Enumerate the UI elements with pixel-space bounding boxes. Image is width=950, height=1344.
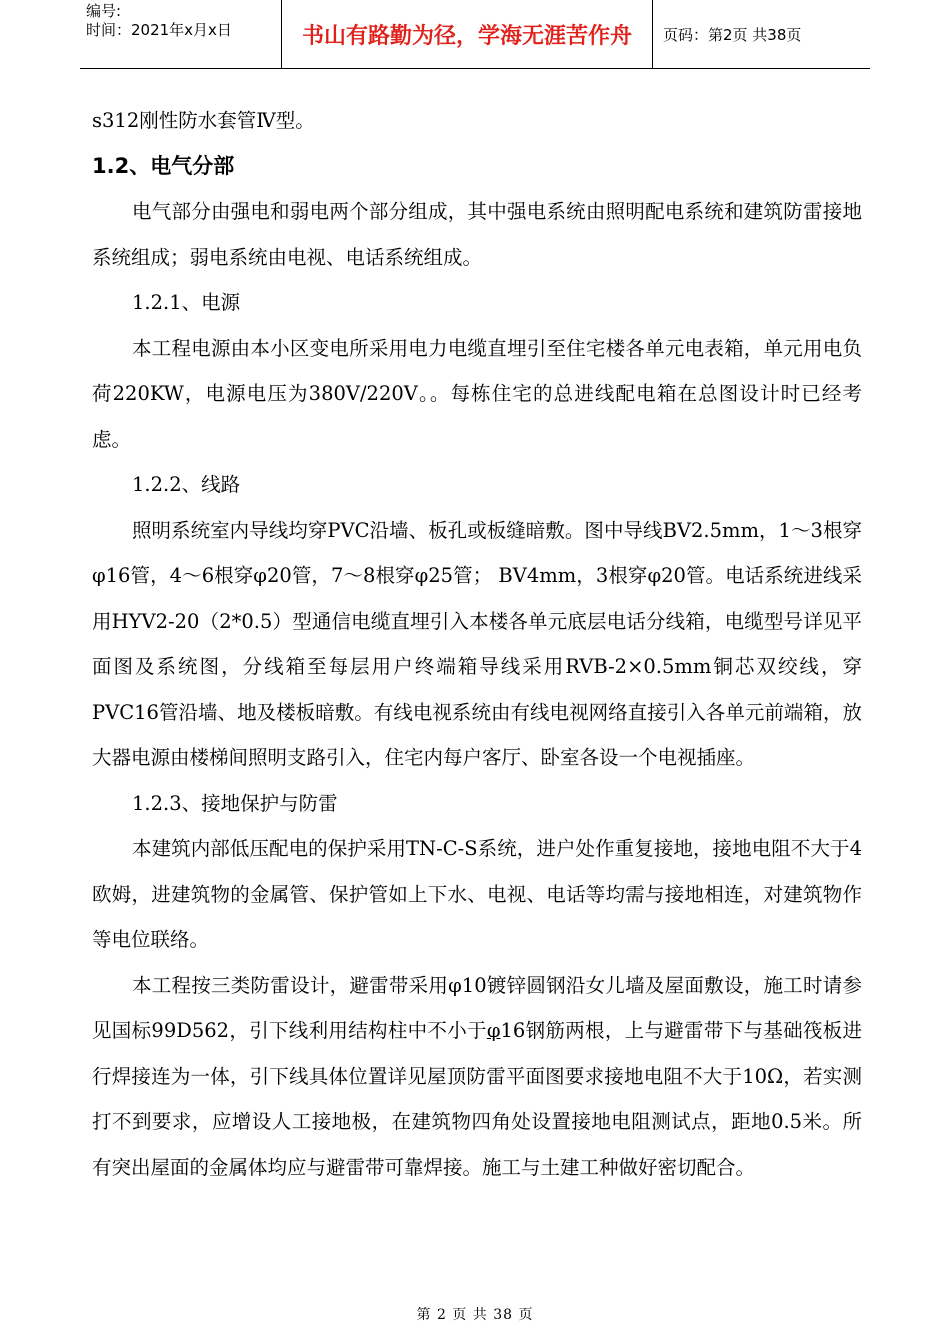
page-footer: 第 2 页 共 38 页	[416, 1307, 534, 1323]
header-page-info: 页码：第2页 共38页	[663, 25, 802, 44]
header-motto: 书山有路勤为径，学海无涯苦作舟	[282, 0, 653, 68]
paragraph-power: 本工程电源由本小区变电所采用电力电缆直埋引至住宅楼各单元电表箱，单元用电负荷220KW，电源电压为380V/220V。。每栋住宅的总进线配电箱在总图设计时已经考虑。	[92, 336, 862, 451]
subsection-heading-power: 1.2.1、电源	[132, 291, 241, 314]
paragraph-lightning	[92, 963, 862, 1191]
paragraph-lines: 照明系统室内导线均穿PVC沿墙、板孔或板缝暗敷。图中导线BV2.5mm，1～3根穿φ16管，4～6根穿φ20管，7～8根穿φ25管； BV4mm，3根穿φ20管。电话系统进线采用HYV2-20（2*0.5）型通信电缆直埋引入本楼各单元底层电话分线箱，电缆型号详见平面图及系统图，分线箱至每层用户终端箱导线采用RVB-2×0.5mm铜芯双绞线，穿PVC16管沿墙、地及楼板暗敷。有线电视系统由有线电视网络直接引入各单元前端箱，放大器电源由楼梯间照明支路引入，住宅内每户客厅、卧室各设一个电视插座。	[92, 518, 862, 769]
subsection-heading-grounding: 1.2.3、接地保护与防雷	[132, 791, 338, 815]
page-header	[80, 0, 870, 69]
paragraph-intro: 电气部分由强电和弱电两个部分组成，其中强电系统由照明配电系统和建筑防雷接地系统组成；弱电系统由电视、电话系统组成。	[92, 200, 862, 269]
time-label: 时间：2021年x月x日	[86, 21, 232, 39]
subsection-heading-lines: 1.2.2、线路	[132, 473, 241, 496]
lightning-text-b: 16钢筋两根，上与避雷带下与基础筏板进行焊接连为一体，引下线具体位置详见屋顶防雷平面图要求接地电阻不大于10Ω，若实测打不到要求，应增设人工接地极，在建筑物四角处设置接地电阻测试点，距地0.5米。所有突出屋面的金属体均应与避雷带可靠焊接。施工与土建工种做好密切配合。	[92, 1019, 862, 1179]
document-body	[92, 98, 862, 1190]
number-label: 编号:	[86, 2, 122, 20]
underlined-phi: φ	[486, 1019, 501, 1042]
paragraph-grounding: 本建筑内部低压配电的保护采用TN-C-S系统，进户处作重复接地，接地电阻不大于4欧姆，进建筑物的金属管、保护管如上下水、电视、电话等均需与接地相连，对建筑物作等电位联络。	[92, 837, 862, 951]
continued-line: s312刚性防水套管Ⅳ型。	[92, 109, 315, 132]
header-meta	[80, 0, 282, 68]
section-heading: 1.2、电气分部	[92, 153, 235, 178]
lightning-text-a: 本工程按三类防雷设计，避雷带采用φ10镀锌圆钢沿女儿墙及屋面敷设，施工时请参见国标99D562，引下线利用结构柱中不小于	[92, 973, 862, 1042]
